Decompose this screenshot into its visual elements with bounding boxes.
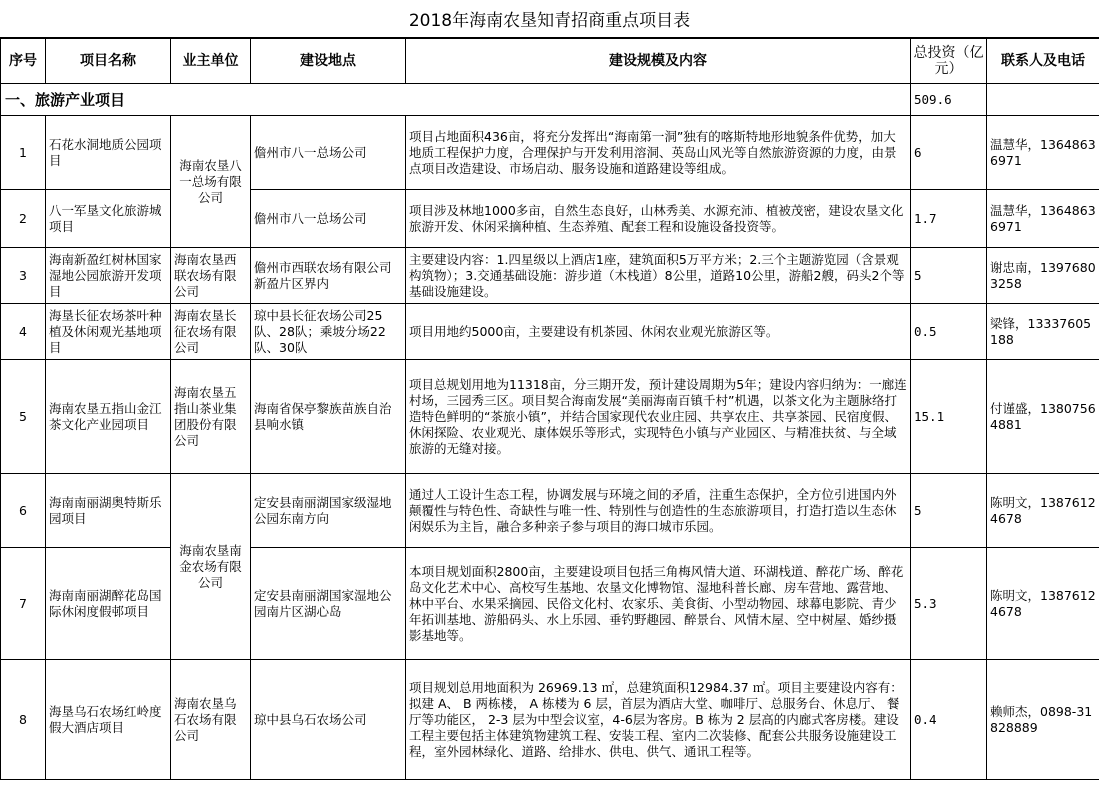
row-name: 海南农垦五指山金江茶文化产业园项目 (46, 360, 171, 474)
row-contact: 梁锋，13337605188 (987, 304, 1099, 360)
row-contact: 温慧华，13648636971 (987, 116, 1099, 190)
row-investment: 0.4 (911, 660, 987, 780)
table-row (1, 190, 1099, 248)
row-no: 8 (1, 660, 46, 780)
row-investment: 5.3 (911, 548, 987, 660)
row-contact: 陈明文，13876124678 (987, 548, 1099, 660)
row-owner: 海南农垦长征农场有限公司 (171, 304, 251, 360)
row-contact: 赖师杰，0898-31828889 (987, 660, 1099, 780)
row-owner: 海南农垦五指山茶业集团股份有限公司 (171, 360, 251, 474)
category-investment: 509.6 (911, 84, 987, 116)
row-no: 4 (1, 304, 46, 360)
sheet-title: 2018年海南农垦知青招商重点项目表 (0, 0, 1099, 38)
header-no: 序号 (1, 39, 46, 84)
header-content: 建设规模及内容 (406, 39, 911, 84)
row-location: 海南省保亭黎族苗族自治县响水镇 (251, 360, 406, 474)
row-contact: 温慧华，13648636971 (987, 190, 1099, 248)
row-owner: 海南农垦西联农场有限公司 (171, 248, 251, 304)
row-content: 项目用地约5000亩，主要建设有机茶园、休闲农业观光旅游区等。 (406, 304, 911, 360)
header-owner: 业主单位 (171, 39, 251, 84)
row-no: 3 (1, 248, 46, 304)
table-row (1, 360, 1099, 474)
category-contact-empty (987, 84, 1099, 116)
row-content: 主要建设内容：1.四星级以上酒店1座，建筑面积5万平方米；2.三个主题游览园（含景观构筑物）；3.交通基础设施：游步道（木栈道）8公里，道路10公里，游船2艘，码头2个等基础设施建设。 (406, 248, 911, 304)
category-row (1, 84, 1099, 116)
row-content: 项目总规划用地为11318亩，分三期开发，预计建设周期为5年；建设内容归纳为：一廊连村场，三园秀三区。项目契合海南发展“美丽海南百镇千村”机遇，以茶文化为主题脉络打造特色鲜明的“茶旅小镇”，并结合国家现代农业庄园、共享农庄、共享茶园、民宿度假、休闲探险、农业观光、康体娱乐等形式，实现特色小镇与产业园区、与精准扶贫、与全域旅游的无缝对接。 (406, 360, 911, 474)
row-investment: 15.1 (911, 360, 987, 474)
table-row (1, 248, 1099, 304)
row-content: 本项目规划面积2800亩，主要建设项目包括三角梅风情大道、环湖栈道、醉花广场、醉花岛文化艺术中心、高校写生基地、农垦文化博物馆、湿地科普长廊、房车营地、露营地、林中平台、水果采摘园、民俗文化村、农家乐、美食街、小型动物园、球幕电影院、青少年拓训基地、游船码头、水上乐园、垂钓野趣园、醉景台、风情木屋、空中树屋、婚纱摄影基地等。 (406, 548, 911, 660)
row-owner: 海南农垦乌石农场有限公司 (171, 660, 251, 780)
row-investment: 1.7 (911, 190, 987, 248)
row-name: 八一军垦文化旅游城项目 (46, 190, 171, 248)
table-row (1, 304, 1099, 360)
row-location: 儋州市八一总场公司 (251, 116, 406, 190)
row-name: 海垦乌石农场红岭度假大酒店项目 (46, 660, 171, 780)
header-name: 项目名称 (46, 39, 171, 84)
row-location: 儋州市西联农场有限公司新盈片区界内 (251, 248, 406, 304)
table-row (1, 474, 1099, 548)
header-location: 建设地点 (251, 39, 406, 84)
row-location: 定安县南丽湖国家湿地公园南片区湖心岛 (251, 548, 406, 660)
row-no: 2 (1, 190, 46, 248)
row-content: 项目涉及林地1000多亩，自然生态良好，山林秀美、水源充沛、植被茂密，建设农垦文化旅游开发、休闲采摘种植、生态养殖、配套工程和设施设备投资等。 (406, 190, 911, 248)
row-name: 石花水洞地质公园项目 (46, 116, 171, 190)
table-row (1, 116, 1099, 190)
project-table (0, 38, 1099, 780)
row-investment: 5 (911, 474, 987, 548)
row-owner: 海南农垦八一总场有限公司 (171, 116, 251, 248)
table-row (1, 660, 1099, 780)
row-contact: 付谨盛，13807564881 (987, 360, 1099, 474)
row-name: 海南南丽湖醉花岛国际休闲度假邨项目 (46, 548, 171, 660)
row-content: 通过人工设计生态工程，协调发展与环境之间的矛盾，注重生态保护，全方位引进国内外颠覆性与特色性、奇缺性与唯一性、特别性与创造性的生态旅游项目，打造打造以生态休闲娱乐为主旨，融合多种亲子参与项目的海口城市乐园。 (406, 474, 911, 548)
row-location: 儋州市八一总场公司 (251, 190, 406, 248)
row-location: 琼中县长征农场公司25队、28队；乘坡分场22队、30队 (251, 304, 406, 360)
row-investment: 0.5 (911, 304, 987, 360)
row-owner: 海南农垦南金农场有限公司 (171, 474, 251, 660)
row-no: 5 (1, 360, 46, 474)
table-row (1, 548, 1099, 660)
row-no: 1 (1, 116, 46, 190)
row-content: 项目规划总用地面积为 26969.13 ㎡，总建筑面积12984.37 ㎡。项目主要建设内容有：拟建 A、 B 两栋楼， A 栋楼为 6 层，首层为酒店大堂、咖啡厅、总服务台、休息厅、 餐厅等功能区， 2-3 层为中型会议室，4-6层为客房。B 栋为 2 层高的内廊式客房楼。建设工程主要包括主体建筑物建筑工程、安装工程、室内二次装修、配套公共服务设施建设工程，室外园林绿化、道路、给排水、供电、供气、通讯工程等。 (406, 660, 911, 780)
row-location: 定安县南丽湖国家级湿地公园东南方向 (251, 474, 406, 548)
row-name: 海南南丽湖奥特斯乐园项目 (46, 474, 171, 548)
category-label: 一、旅游产业项目 (1, 84, 911, 116)
header-row (1, 39, 1099, 84)
row-contact: 陈明文，13876124678 (987, 474, 1099, 548)
row-name: 海南新盈红树林国家湿地公园旅游开发项目 (46, 248, 171, 304)
header-investment: 总投资（亿元） (911, 39, 987, 84)
row-content: 项目占地面积436亩，将充分发挥出“海南第一洞”独有的喀斯特地形地貌条件优势，加大地质工程保护力度，合理保护与开发利用溶洞、英岛山风光等自然旅游资源的力度，由景点项目改造建设、市场启动、服务设施和道路建设等组成。 (406, 116, 911, 190)
row-name: 海垦长征农场茶叶种植及休闲观光基地项目 (46, 304, 171, 360)
row-no: 6 (1, 474, 46, 548)
row-investment: 5 (911, 248, 987, 304)
row-no: 7 (1, 548, 46, 660)
row-contact: 谢忠南，13976803258 (987, 248, 1099, 304)
row-location: 琼中县乌石农场公司 (251, 660, 406, 780)
row-investment: 6 (911, 116, 987, 190)
header-contact: 联系人及电话 (987, 39, 1099, 84)
